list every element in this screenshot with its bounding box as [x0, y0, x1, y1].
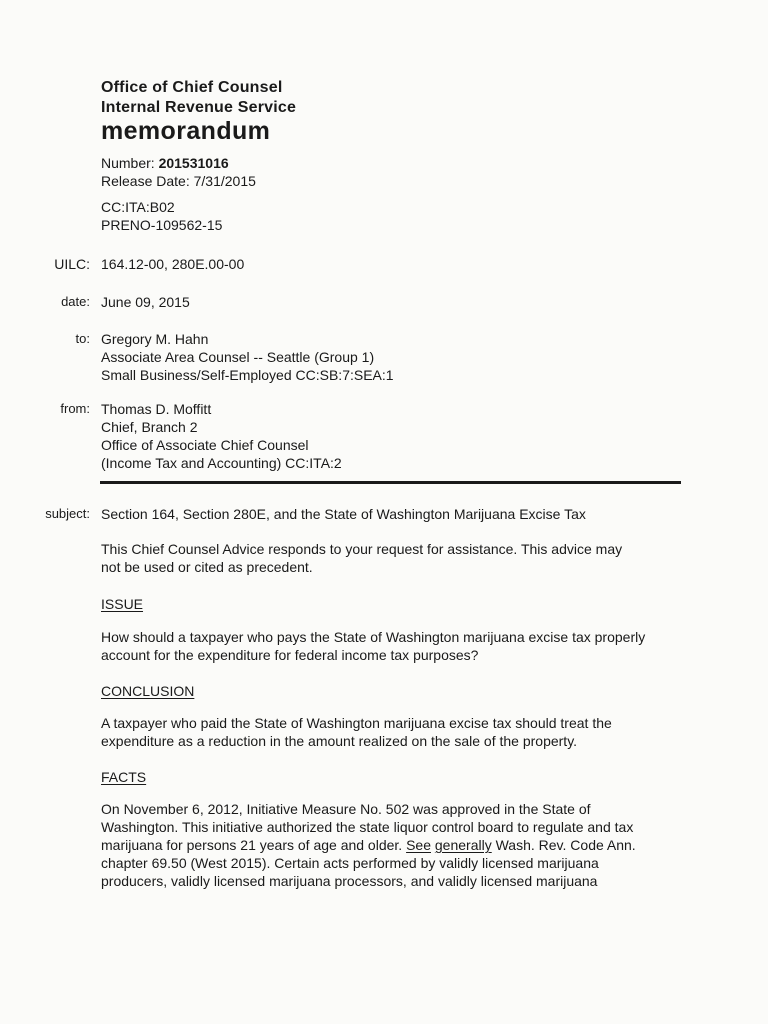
facts-heading: FACTS [101, 769, 147, 785]
to-label: to: [75, 331, 90, 346]
memo-number-label: Number: [101, 155, 159, 171]
paragraph-line: This Chief Counsel Advice responds to your request for assistance. This advice may [101, 541, 623, 557]
from-line: Office of Associate Chief Counsel [101, 437, 309, 453]
paragraph-line: How should a taxpayer who pays the State of Washington marijuana excise tax properly [101, 629, 646, 645]
from-line: (Income Tax and Accounting) CC:ITA:2 [101, 455, 342, 471]
paragraph-line: Washington. This initiative authorized the state liquor control board to regulate and tax [101, 819, 634, 835]
intro-paragraph [101, 540, 691, 576]
paragraph-line [101, 836, 691, 854]
conclusion-heading: CONCLUSION [101, 683, 195, 699]
paragraph-line: chapter 69.50 (West 2015). Certain acts performed by validly licensed marijuana [101, 855, 599, 871]
case-codes [101, 198, 222, 234]
from-sender [101, 400, 342, 472]
uilc-value: 164.12-00, 280E.00-00 [101, 256, 245, 272]
memo-header [101, 78, 296, 145]
date-label: date: [61, 294, 90, 309]
subject-value: Section 164, Section 280E, and the State of Washington Marijuana Excise Tax [101, 506, 586, 522]
issue-paragraph [101, 628, 691, 664]
subject-label: subject: [45, 506, 90, 521]
paragraph-line: producers, validly licensed marijuana processors, and validly licensed marijuana [101, 873, 598, 889]
memo-number-value: 201531016 [158, 155, 229, 171]
citation-signal-generally: generally [434, 837, 492, 853]
facts-line-text: Wash. Rev. Code Ann. [491, 837, 636, 853]
issue-heading: ISSUE [101, 596, 144, 612]
to-line: Gregory M. Hahn [101, 331, 209, 347]
paragraph-line: account for the expenditure for federal income tax purposes? [101, 647, 479, 663]
memo-number-block [101, 154, 256, 190]
preno-code: PRENO-109562-15 [101, 217, 223, 233]
from-line: Thomas D. Moffitt [101, 401, 212, 417]
facts-paragraph [101, 800, 691, 890]
facts-line-text: marijuana for persons 21 years of age and older. [101, 837, 407, 853]
paragraph-line: expenditure as a reduction in the amount realized on the sale of the property. [101, 733, 578, 749]
paragraph-line: A taxpayer who paid the State of Washington marijuana excise tax should treat the [101, 715, 612, 731]
to-recipient [101, 330, 394, 384]
from-line: Chief, Branch 2 [101, 419, 198, 435]
to-line: Associate Area Counsel -- Seattle (Group 1) [101, 349, 375, 365]
uilc-label: UILC: [54, 256, 90, 272]
release-date: Release Date: 7/31/2015 [101, 173, 256, 189]
date-value: June 09, 2015 [101, 294, 190, 310]
header-divider [100, 481, 681, 484]
conclusion-paragraph [101, 714, 691, 750]
cc-code: CC:ITA:B02 [101, 199, 175, 215]
citation-signal-see: See [406, 837, 431, 853]
memo-number [101, 154, 256, 172]
to-line: Small Business/Self-Employed CC:SB:7:SEA:1 [101, 367, 394, 383]
office-name: Office of Chief Counsel [101, 79, 283, 96]
paragraph-line: not be used or cited as precedent. [101, 559, 313, 575]
paragraph-line: On November 6, 2012, Initiative Measure No. 502 was approved in the State of [101, 801, 591, 817]
from-label: from: [60, 401, 90, 416]
agency-name: Internal Revenue Service [101, 99, 297, 116]
document-title: memorandum [101, 117, 271, 145]
